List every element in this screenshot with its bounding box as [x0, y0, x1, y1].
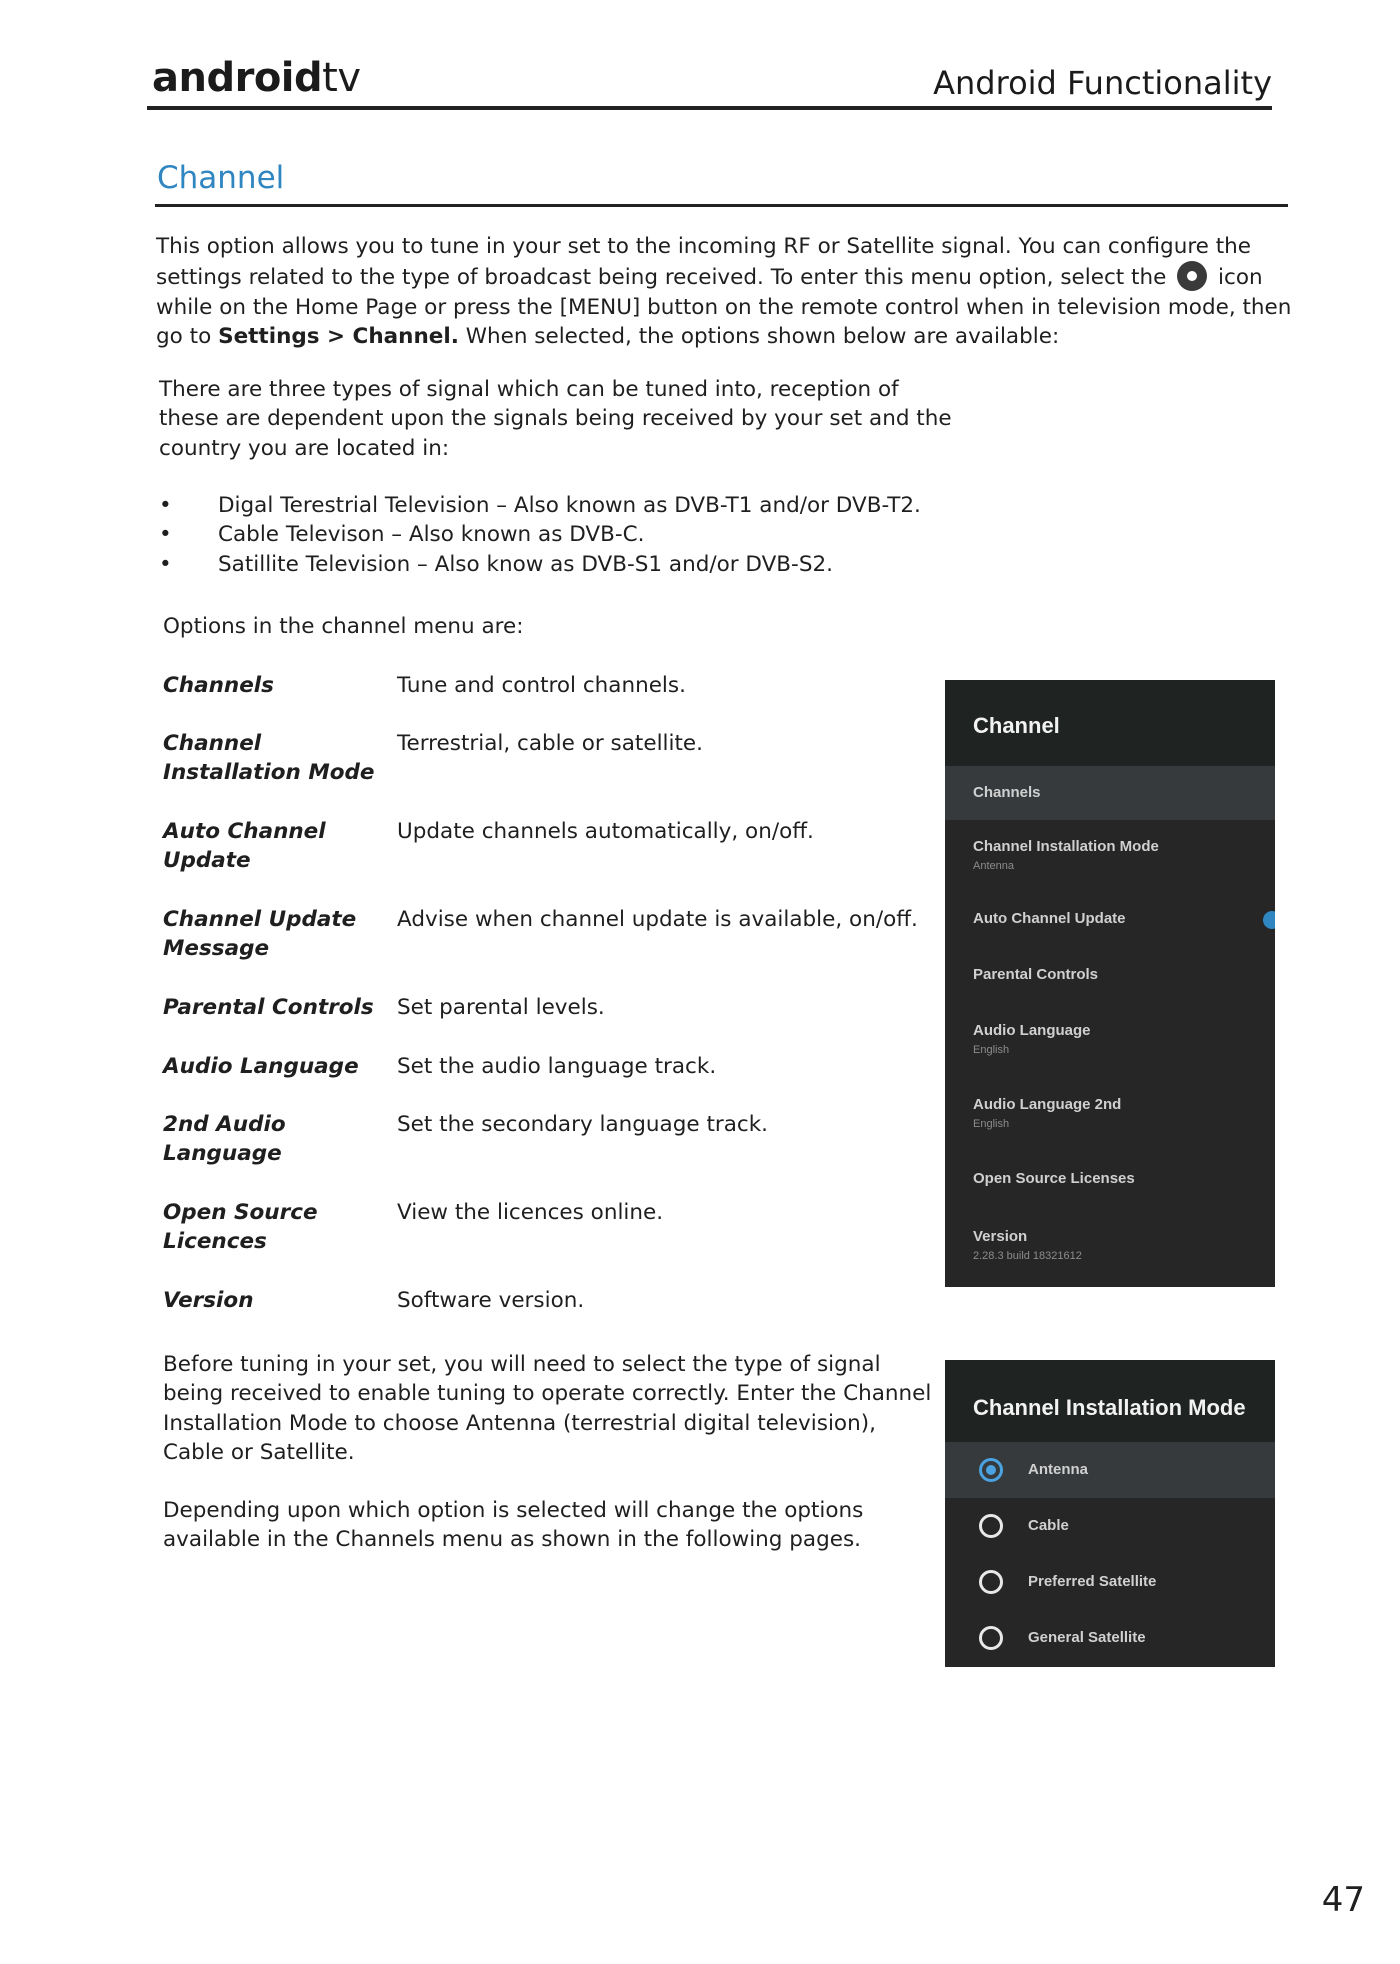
radio-label: Preferred Satellite: [1028, 1573, 1157, 1590]
option-name: Channel Installation Mode: [163, 731, 375, 786]
menu-item-auto-update[interactable]: [945, 890, 1275, 948]
depending-paragraph: Depending upon which option is selected will change the options available in the Channels menu as shown in the following pages.: [163, 1498, 864, 1553]
option-desc: Set parental levels.: [397, 995, 605, 1020]
list-item: • Satillite Television – Also know as DVB-S1 and/or DVB-S2.: [159, 550, 1059, 579]
header-title: Android Functionality: [933, 64, 1272, 102]
radio-option-antenna[interactable]: [945, 1442, 1275, 1498]
menu-item-value: English: [973, 1044, 1010, 1056]
option-desc: Tune and control channels.: [397, 673, 686, 698]
options-intro: Options in the channel menu are:: [163, 614, 524, 639]
radio-label: Antenna: [1028, 1461, 1088, 1478]
signal-type-list: [159, 491, 1059, 579]
menu-item-label: Channel Installation Mode: [973, 838, 1159, 855]
tv-install-mode-screenshot: [945, 1360, 1275, 1667]
option-desc: View the licences online.: [397, 1200, 664, 1225]
menu-item-label: Auto Channel Update: [973, 910, 1126, 927]
intro-paragraph: This option allows you to tune in your set to the incoming RF or Satellite signal. You can configure the settings related to the type of broadcast being received. To enter this menu option, select the icon while on the Home Page or press the [MENU] button on the remote control when in television mode, then go to Settings > Channel. When selected, the options shown below are available:: [156, 234, 1292, 349]
toggle-switch[interactable]: [1263, 911, 1275, 929]
option-name: Channel Update Message: [163, 907, 357, 962]
menu-item-value: Antenna: [973, 860, 1014, 872]
radio-unselected-icon: [979, 1514, 1003, 1538]
page-number: 47: [1321, 1880, 1365, 1920]
menu-title: Channel: [973, 713, 1060, 738]
radio-option-cable[interactable]: [945, 1498, 1275, 1554]
radio-label: General Satellite: [1028, 1629, 1146, 1646]
menu-item-label: Audio Language: [973, 1022, 1091, 1039]
menu-item-version[interactable]: [945, 1210, 1275, 1287]
menu-item-label: Open Source Licenses: [973, 1170, 1135, 1187]
option-desc: Set the secondary language track.: [397, 1112, 768, 1137]
menu-item-parental[interactable]: [945, 948, 1275, 1002]
menu-item-licenses[interactable]: [945, 1150, 1275, 1210]
option-desc: Software version.: [397, 1288, 585, 1313]
radio-option-preferred-satellite[interactable]: [945, 1554, 1275, 1610]
menu-item-value: 2.28.3 build 18321612: [973, 1250, 1082, 1262]
menu-item-audio-language-2nd[interactable]: [945, 1076, 1275, 1150]
tuning-paragraph: Before tuning in your set, you will need to select the type of signal being received to enable tuning to operate correctly. Enter the Channel Installation Mode to choose Antenna (terrestrial digital television), Cable or Satellite.: [163, 1352, 932, 1465]
section-title: Channel: [157, 160, 285, 196]
menu-item-label: Parental Controls: [973, 966, 1099, 983]
radio-label: Cable: [1028, 1517, 1069, 1534]
option-name: Parental Controls: [163, 995, 374, 1020]
settings-gear-icon: [1177, 261, 1207, 291]
option-name: Channels: [163, 673, 274, 698]
menu-title: Channel Installation Mode: [973, 1395, 1246, 1420]
radio-selected-icon: [979, 1458, 1003, 1482]
option-desc: Terrestrial, cable or satellite.: [397, 731, 703, 756]
option-desc: Update channels automatically, on/off.: [397, 819, 814, 844]
option-desc: Advise when channel update is available, on/off.: [397, 907, 918, 932]
signals-intro: There are three types of signal which can be tuned into, reception of these are dependent upon the signals being received by your set and the country you are located in:: [159, 377, 952, 461]
list-item: • Cable Televison – Also known as DVB-C.: [159, 520, 1059, 549]
radio-unselected-icon: [979, 1570, 1003, 1594]
tv-channel-menu-screenshot: [945, 680, 1275, 1287]
header-divider: [147, 106, 1272, 110]
option-name: Audio Language: [163, 1054, 359, 1079]
menu-item-channels[interactable]: [945, 766, 1275, 820]
menu-item-label: Version: [973, 1228, 1028, 1245]
radio-option-general-satellite[interactable]: [945, 1610, 1275, 1666]
list-item: • Digal Terestrial Television – Also known as DVB-T1 and/or DVB-T2.: [159, 491, 1059, 520]
menu-item-label: Audio Language 2nd: [973, 1096, 1122, 1113]
androidtv-logo: androidtv: [152, 55, 361, 101]
menu-item-audio-language[interactable]: [945, 1002, 1275, 1076]
option-name: 2nd Audio Language: [163, 1112, 286, 1167]
menu-item-installation-mode[interactable]: [945, 820, 1275, 890]
option-name: Auto Channel Update: [163, 819, 326, 874]
section-divider: [155, 204, 1288, 207]
menu-item-value: English: [973, 1118, 1010, 1130]
option-desc: Set the audio language track.: [397, 1054, 717, 1079]
option-name: Open Source Licences: [163, 1200, 318, 1255]
menu-item-label: Channels: [973, 784, 1041, 801]
option-name: Version: [163, 1288, 254, 1313]
radio-unselected-icon: [979, 1626, 1003, 1650]
